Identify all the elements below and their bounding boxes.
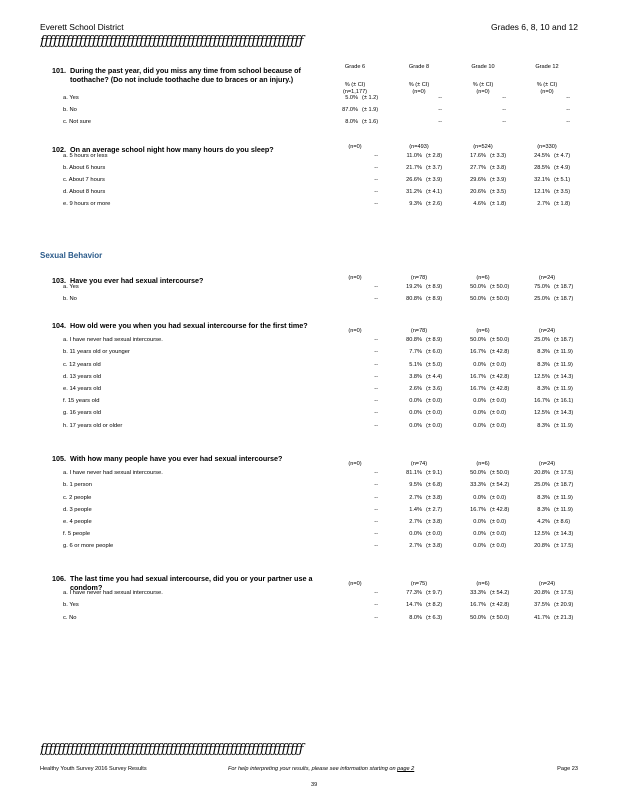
column-n-label: (n=78) xyxy=(410,328,428,335)
table-cell-percent: 8.3% xyxy=(537,494,550,501)
table-cell-percent: 4.6% xyxy=(473,201,486,208)
table-cell-percent: 8.3% xyxy=(537,422,550,429)
table-cell-percent: 2.7% xyxy=(537,201,550,208)
footer-page-number: 39 xyxy=(311,782,318,788)
table-cell-percent: 32.1% xyxy=(534,177,550,183)
table-cell-ci: (± 0.0) xyxy=(490,422,507,429)
table-cell-percent: 26.6% xyxy=(406,177,422,183)
answer-option-label: e. 4 people xyxy=(63,519,92,525)
table-cell-ci: (± 0.0) xyxy=(426,398,443,405)
table-cell-ci: (± 2.7) xyxy=(426,506,443,513)
table-cell-ci: (± 18.7) xyxy=(554,337,574,344)
answer-option-label: c. About 7 hours xyxy=(63,177,105,183)
table-cell-ci: (± 16.1) xyxy=(554,398,574,405)
table-cell-ci: (± 18.7) xyxy=(554,283,574,290)
table-cell-percent: 14.7% xyxy=(406,602,422,609)
table-cell-percent: 20.8% xyxy=(534,543,550,550)
table-cell-percent: 20.8% xyxy=(534,590,550,597)
table-cell-percent: -- xyxy=(374,410,378,417)
table-cell-percent: 33.3% xyxy=(470,590,486,597)
answer-option-label: b. Yes xyxy=(63,602,79,609)
table-cell-percent: -- xyxy=(374,494,378,501)
question-number: 101. xyxy=(52,66,66,75)
answer-option-label: g. 16 years old xyxy=(63,410,102,417)
table-cell-ci: (± 17.5) xyxy=(554,543,574,550)
table-cell-percent: -- xyxy=(502,94,506,101)
answer-option-label: d. 3 people xyxy=(63,506,92,513)
table-cell-ci: (± 5.1) xyxy=(554,177,571,183)
table-cell-ci: (± 54.2) xyxy=(490,590,510,597)
table-cell-percent: -- xyxy=(566,119,570,126)
table-cell-percent: 2.7% xyxy=(409,494,422,501)
table-cell-percent: -- xyxy=(374,177,378,183)
question-text xyxy=(52,67,314,84)
table-cell-ci: (± 20.9) xyxy=(554,602,574,609)
table-cell-percent: 2.7% xyxy=(409,519,422,525)
table-cell-ci: (± 8.9) xyxy=(426,337,443,344)
table-cell-percent: 75.0% xyxy=(534,283,550,290)
top-rule: ƒƒƒƒƒƒƒƒƒƒƒƒƒƒƒƒƒƒƒƒƒƒƒƒƒƒƒƒƒƒƒƒƒƒƒƒƒƒƒƒƒƒƒƒƒƒƒƒƒƒƒƒƒƒƒƒƒƒƒƒƒ xyxy=(40,34,304,49)
column-n-label: (n=6) xyxy=(476,581,490,588)
table-cell-ci: (± 1.2) xyxy=(362,94,379,101)
answer-option-label: a. Yes xyxy=(63,283,79,290)
table-cell-ci: (± 11.9) xyxy=(554,422,573,429)
table-cell-percent: 37.5% xyxy=(534,602,550,609)
table-cell-percent: 9.3% xyxy=(409,201,422,208)
table-cell-ci: (± 8.2) xyxy=(426,602,443,609)
table-cell-percent: 12.5% xyxy=(534,531,550,538)
answer-option-label: b. No xyxy=(63,295,77,302)
question-number: 105. xyxy=(52,454,66,463)
table-cell-ci: (± 8.9) xyxy=(426,283,443,290)
table-cell-percent: -- xyxy=(566,107,570,113)
column-n-label: (n=24) xyxy=(538,328,556,335)
table-cell-ci: (± 0.0) xyxy=(490,543,507,550)
table-cell-percent: 50.0% xyxy=(470,283,486,290)
table-cell-percent: 12.1% xyxy=(534,189,550,196)
table-cell-percent: 20.8% xyxy=(534,470,550,477)
table-cell-percent: -- xyxy=(374,470,378,477)
table-cell-percent: 80.8% xyxy=(406,295,422,302)
column-stat-label: % (± CI) xyxy=(344,82,366,88)
table-cell-percent: 5.1% xyxy=(409,361,422,368)
question-number: 103. xyxy=(52,276,66,285)
table-cell-percent: 25.0% xyxy=(534,295,550,302)
table-cell-percent: -- xyxy=(374,189,378,196)
table-cell-ci: (± 3.7) xyxy=(426,164,443,171)
table-cell-percent: 4.2% xyxy=(537,519,550,525)
answer-option-label: g. 6 or more people xyxy=(63,543,114,550)
table-cell-percent: -- xyxy=(374,519,378,525)
answer-option-label: b. No xyxy=(63,107,77,113)
table-cell-percent: 2.6% xyxy=(409,386,422,392)
table-cell-ci: (± 42.8) xyxy=(490,386,510,392)
table-cell-ci: (± 3.5) xyxy=(490,189,507,196)
table-cell-ci: (± 42.8) xyxy=(490,373,510,380)
table-cell-percent: 16.7% xyxy=(470,602,486,609)
table-cell-percent: 16.7% xyxy=(470,506,486,513)
table-cell-percent: -- xyxy=(374,201,378,208)
column-n-label: (n=0) xyxy=(348,328,362,335)
table-cell-ci: (± 42.8) xyxy=(490,506,510,513)
table-cell-percent: 11.0% xyxy=(406,152,422,159)
footer-survey-title: Healthy Youth Survey 2016 Survey Results xyxy=(40,766,147,772)
table-cell-ci: (± 42.8) xyxy=(490,602,510,609)
table-cell-ci: (± 0.0) xyxy=(426,410,443,417)
answer-option-label: e. 9 hours or more xyxy=(63,201,111,208)
column-n-label: (n=0) xyxy=(476,89,490,95)
table-cell-percent: -- xyxy=(502,107,506,113)
table-cell-percent: -- xyxy=(374,482,378,489)
table-cell-percent: 8.3% xyxy=(537,349,550,356)
table-cell-ci: (± 0.0) xyxy=(490,494,507,501)
table-cell-ci: (± 4.9) xyxy=(554,164,571,171)
table-cell-ci: (± 2.6) xyxy=(426,201,443,208)
footer-help-text xyxy=(228,766,414,772)
answer-option-label: a. 5 hours or less xyxy=(63,152,108,159)
table-cell-ci: (± 6.3) xyxy=(426,614,443,621)
table-cell-ci: (± 3.8) xyxy=(490,164,507,171)
table-cell-percent: 25.0% xyxy=(534,482,550,489)
answer-option-label: f. 15 years old xyxy=(63,398,100,405)
table-cell-percent: 24.5% xyxy=(534,152,550,159)
table-cell-percent: 29.6% xyxy=(470,177,486,183)
table-cell-percent: 12.5% xyxy=(534,373,550,380)
table-cell-ci: (± 0.0) xyxy=(426,531,443,538)
table-cell-percent: -- xyxy=(374,602,378,609)
table-cell-ci: (± 50.0) xyxy=(490,614,510,621)
column-stat-label: % (± CI) xyxy=(536,82,558,88)
table-cell-percent: 12.5% xyxy=(534,410,550,417)
table-cell-percent: 0.0% xyxy=(473,410,486,417)
table-cell-percent: -- xyxy=(374,361,378,368)
table-cell-percent: 0.0% xyxy=(409,410,422,417)
column-n-label: (n=24) xyxy=(538,274,556,281)
table-cell-percent: 3.8% xyxy=(409,373,422,380)
column-stat-label: % (± CI) xyxy=(472,82,494,88)
table-cell-ci: (± 3.9) xyxy=(426,177,443,183)
answer-option-label: a. Yes xyxy=(63,94,79,101)
answer-option-label: c. 2 people xyxy=(63,494,92,501)
table-cell-ci: (± 8.9) xyxy=(426,295,443,302)
table-cell-percent: 8.3% xyxy=(537,506,550,513)
table-cell-ci: (± 3.9) xyxy=(490,177,507,183)
table-cell-percent: 5.0% xyxy=(345,94,358,101)
table-cell-percent: -- xyxy=(374,164,378,171)
table-cell-ci: (± 0.0) xyxy=(426,422,443,429)
table-cell-ci: (± 50.0) xyxy=(490,470,510,477)
table-cell-percent: 16.7% xyxy=(470,349,486,356)
table-cell-ci: (± 3.8) xyxy=(426,494,443,501)
table-cell-percent: -- xyxy=(438,119,442,126)
answer-option-label: d. 13 years old xyxy=(63,373,102,380)
table-cell-percent: 27.7% xyxy=(470,164,486,171)
table-cell-percent: 77.3% xyxy=(406,590,422,597)
answer-option-label: e. 14 years old xyxy=(63,386,102,392)
table-cell-percent: -- xyxy=(438,107,442,113)
answer-option-label: b. About 6 hours xyxy=(63,164,106,171)
column-n-label: (n=24) xyxy=(538,461,556,468)
table-cell-ci: (± 21.3) xyxy=(554,614,574,621)
column-n-label: (n=0) xyxy=(348,274,362,281)
table-cell-percent: 8.0% xyxy=(409,614,422,621)
question-number: 104. xyxy=(52,321,66,330)
header-grades: Grades 6, 8, 10 and 12 xyxy=(491,22,578,32)
column-n-label: (n=493) xyxy=(409,143,429,150)
table-cell-percent: 0.0% xyxy=(473,543,486,550)
answer-option-label: c. Not sure xyxy=(63,119,92,126)
section-title: Sexual Behavior xyxy=(40,251,103,260)
table-cell-ci: (± 50.0) xyxy=(490,295,510,302)
table-cell-percent: -- xyxy=(374,590,378,597)
column-grade-label: Grade 12 xyxy=(535,64,559,70)
question-label: On an average school night how many hours do you sleep? xyxy=(70,145,274,154)
table-cell-ci: (± 0.0) xyxy=(490,410,507,417)
table-cell-percent: 2.7% xyxy=(409,543,422,550)
table-cell-ci: (± 3.5) xyxy=(554,189,571,196)
table-cell-ci: (± 4.4) xyxy=(426,373,443,380)
table-cell-ci: (± 1.9) xyxy=(362,107,379,113)
table-cell-percent: 0.0% xyxy=(409,531,422,538)
table-cell-percent: 20.6% xyxy=(470,189,486,196)
table-cell-ci: (± 11.9) xyxy=(554,506,573,513)
table-cell-ci: (± 11.9) xyxy=(554,361,573,368)
table-cell-percent: 7.7% xyxy=(409,349,422,356)
table-cell-percent: -- xyxy=(374,152,378,159)
column-n-label: (n=78) xyxy=(410,274,428,281)
table-cell-percent: -- xyxy=(374,283,378,290)
table-cell-ci: (± 4.1) xyxy=(426,189,443,196)
table-cell-percent: -- xyxy=(374,386,378,392)
answer-option-label: f. 5 people xyxy=(63,531,91,538)
table-cell-ci: (± 3.3) xyxy=(490,152,507,159)
table-cell-percent: -- xyxy=(566,94,570,101)
table-cell-percent: 8.3% xyxy=(537,386,550,392)
table-cell-ci: (± 9.7) xyxy=(426,590,443,597)
footer-page-link[interactable]: page 2 xyxy=(397,766,415,772)
answer-option-label: a. I have never had sexual intercourse. xyxy=(63,337,163,344)
column-n-label: (n=24) xyxy=(538,581,556,588)
column-n-label: (n=6) xyxy=(476,328,490,335)
table-cell-ci: (± 14.3) xyxy=(554,410,574,417)
table-cell-ci: (± 54.2) xyxy=(490,482,510,489)
column-n-label: (n=0) xyxy=(540,89,554,95)
table-cell-percent: 9.5% xyxy=(409,482,422,489)
table-cell-ci: (± 1.8) xyxy=(554,201,571,208)
table-cell-percent: 50.0% xyxy=(470,295,486,302)
footer-help-prefix: For help interpreting your results, please see information starting on xyxy=(228,766,396,772)
table-cell-ci: (± 11.9) xyxy=(554,386,573,392)
question-label: Have you ever had sexual intercourse? xyxy=(70,276,204,285)
table-cell-percent: 16.7% xyxy=(470,373,486,380)
table-cell-percent: -- xyxy=(374,398,378,405)
answer-option-label: c. No xyxy=(63,614,77,621)
table-cell-ci: (± 50.0) xyxy=(490,337,510,344)
answer-option-label: b. 11 years old or younger xyxy=(63,349,130,356)
table-cell-ci: (± 11.9) xyxy=(554,349,573,356)
question-text xyxy=(52,322,314,331)
table-cell-percent: 8.3% xyxy=(537,361,550,368)
question-label: How old were you when you had sexual intercourse for the first time? xyxy=(70,321,308,330)
column-n-label: (n=6) xyxy=(476,274,490,281)
table-cell-percent: 28.5% xyxy=(534,164,550,171)
column-n-label: (n=0) xyxy=(348,461,362,468)
question-text xyxy=(52,277,314,286)
table-cell-percent: -- xyxy=(374,543,378,550)
table-cell-ci: (± 1.8) xyxy=(490,201,507,208)
table-cell-ci: (± 42.8) xyxy=(490,349,510,356)
table-cell-percent: -- xyxy=(374,295,378,302)
table-cell-percent: 21.7% xyxy=(406,164,422,171)
header-district: Everett School District xyxy=(40,22,124,32)
answer-option-label: b. 1 person xyxy=(63,482,93,489)
table-cell-ci: (± 0.0) xyxy=(490,519,507,525)
table-cell-ci: (± 2.8) xyxy=(426,152,443,159)
table-cell-ci: (± 50.0) xyxy=(490,283,510,290)
table-cell-percent: -- xyxy=(374,337,378,344)
table-cell-ci: (± 14.3) xyxy=(554,531,574,538)
table-cell-percent: 25.0% xyxy=(534,337,550,344)
table-cell-ci: (± 6.8) xyxy=(426,482,443,489)
table-cell-percent: -- xyxy=(374,422,378,429)
table-cell-percent: 81.1% xyxy=(406,470,422,477)
answer-option-label: d. About 8 hours xyxy=(63,189,106,196)
table-cell-ci: (± 1.6) xyxy=(362,119,379,126)
table-cell-percent: -- xyxy=(374,506,378,513)
table-cell-percent: 16.7% xyxy=(470,386,486,392)
table-cell-ci: (± 5.0) xyxy=(426,361,443,368)
column-grade-label: Grade 6 xyxy=(344,64,366,70)
column-n-label: (n=75) xyxy=(410,581,428,588)
table-cell-percent: 16.7% xyxy=(534,398,550,405)
table-cell-percent: 17.6% xyxy=(470,152,486,159)
column-n-label: (n=330) xyxy=(537,143,557,150)
table-cell-ci: (± 18.7) xyxy=(554,482,574,489)
column-n-label: (n=0) xyxy=(412,89,426,95)
table-cell-ci: (± 3.8) xyxy=(426,543,443,550)
column-n-label: (n=74) xyxy=(410,461,428,468)
table-cell-ci: (± 11.9) xyxy=(554,494,573,501)
table-cell-percent: 0.0% xyxy=(409,398,422,405)
table-cell-ci: (± 8.6) xyxy=(554,519,571,525)
question-text xyxy=(52,455,314,464)
table-cell-percent: 0.0% xyxy=(473,422,486,429)
bottom-rule: ƒƒƒƒƒƒƒƒƒƒƒƒƒƒƒƒƒƒƒƒƒƒƒƒƒƒƒƒƒƒƒƒƒƒƒƒƒƒƒƒƒƒƒƒƒƒƒƒƒƒƒƒƒƒƒƒƒƒƒƒƒ xyxy=(40,742,304,757)
table-cell-ci: (± 18.7) xyxy=(554,295,574,302)
table-cell-percent: 0.0% xyxy=(473,531,486,538)
question-number: 102. xyxy=(52,145,66,154)
table-cell-percent: 8.0% xyxy=(345,119,358,126)
table-cell-ci: (± 17.5) xyxy=(554,590,574,597)
table-cell-percent: 50.0% xyxy=(470,614,486,621)
table-cell-percent: 0.0% xyxy=(409,422,422,429)
table-cell-percent: 87.0% xyxy=(342,107,358,113)
table-cell-ci: (± 3.6) xyxy=(426,386,443,392)
table-cell-percent: -- xyxy=(502,119,506,126)
question-label: With how many people have you ever had sexual intercourse? xyxy=(70,454,283,463)
footer-page-label: Page 23 xyxy=(557,766,578,772)
table-cell-percent: -- xyxy=(374,373,378,380)
column-stat-label: % (± CI) xyxy=(408,82,430,88)
table-cell-percent: -- xyxy=(438,94,442,101)
table-cell-percent: 50.0% xyxy=(470,470,486,477)
table-cell-percent: 33.3% xyxy=(470,482,486,489)
column-grade-label: Grade 8 xyxy=(408,64,430,70)
table-cell-percent: 41.7% xyxy=(534,614,550,621)
table-cell-percent: 0.0% xyxy=(473,519,486,525)
table-cell-ci: (± 9.1) xyxy=(426,470,443,477)
table-cell-percent: 0.0% xyxy=(473,398,486,405)
table-cell-ci: (± 17.5) xyxy=(554,470,574,477)
table-cell-ci: (± 3.8) xyxy=(426,519,443,525)
table-cell-percent: 50.0% xyxy=(470,337,486,344)
table-cell-ci: (± 4.7) xyxy=(554,152,571,159)
column-n-label: (n=0) xyxy=(348,581,362,588)
table-cell-percent: 19.2% xyxy=(406,283,422,290)
column-n-label: (n=6) xyxy=(476,461,490,468)
question-number: 106. xyxy=(52,574,66,583)
question-label: The last time you had sexual intercourse, did you or your partner use a condom? xyxy=(70,574,313,592)
table-cell-ci: (± 6.0) xyxy=(426,349,443,356)
table-cell-percent: 1.4% xyxy=(409,506,422,513)
table-cell-ci: (± 0.0) xyxy=(490,531,507,538)
question-label: During the past year, did you miss any time from school because of toothache? (Do not include toothache due to braces or an injury.) xyxy=(70,66,301,84)
table-cell-percent: 31.2% xyxy=(406,189,422,196)
column-n-label: (n=524) xyxy=(473,143,493,150)
table-cell-percent: 0.0% xyxy=(473,361,486,368)
answer-option-label: h. 17 years old or older xyxy=(63,422,123,429)
column-n-label: (n=1,177) xyxy=(342,89,368,95)
table-cell-percent: -- xyxy=(374,349,378,356)
answer-option-label: a. I have never had sexual intercourse. xyxy=(63,590,163,597)
column-n-label: (n=0) xyxy=(348,143,362,150)
table-cell-ci: (± 14.3) xyxy=(554,373,574,380)
table-cell-ci: (± 0.0) xyxy=(490,398,507,405)
answer-option-label: c. 12 years old xyxy=(63,361,101,368)
table-cell-percent: 80.8% xyxy=(406,337,422,344)
table-cell-percent: -- xyxy=(374,531,378,538)
table-cell-ci: (± 0.0) xyxy=(490,361,507,368)
answer-option-label: a. I have never had sexual intercourse. xyxy=(63,470,163,477)
column-grade-label: Grade 10 xyxy=(471,64,495,70)
table-cell-percent: -- xyxy=(374,614,378,621)
table-cell-percent: 0.0% xyxy=(473,494,486,501)
